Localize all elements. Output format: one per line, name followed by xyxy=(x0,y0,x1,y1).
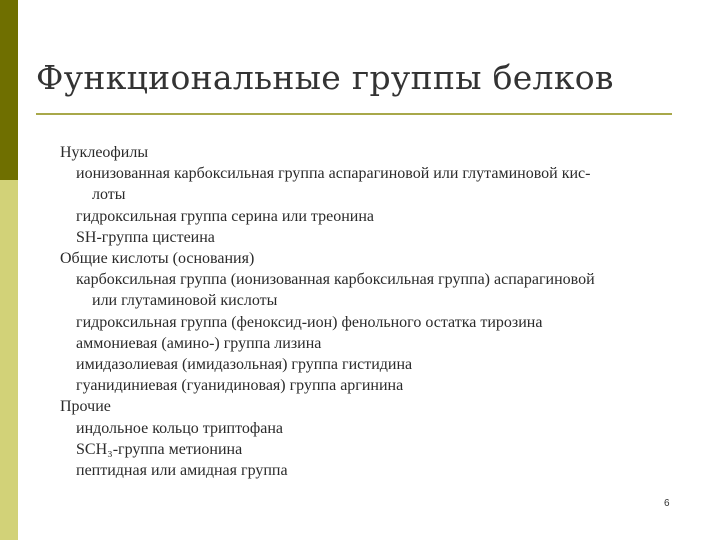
page-number: 6 xyxy=(664,498,670,509)
section-heading: Нуклеофилы xyxy=(60,144,149,161)
sidebar-accent-dark xyxy=(0,0,18,180)
list-item: гидроксильная группа серина или треонина xyxy=(76,207,374,225)
list-item: пептидная или амидная группа xyxy=(76,462,288,479)
list-item: индольное кольцо триптофана xyxy=(76,419,284,437)
sidebar-accent-light xyxy=(0,180,18,540)
list-item: имидазолиевая (имидазольная) группа гистидина xyxy=(76,356,413,373)
sidebar-accent xyxy=(0,0,18,540)
list-item: SCH₃-группа метионина xyxy=(76,440,243,458)
list-item: гидроксильная группа (феноксид-ион) фенольного остатка тирозина xyxy=(76,313,543,331)
section-heading: Общие кислоты (основания) xyxy=(60,250,255,267)
list-item: карбоксильная группа (ионизованная карбоксильная группа) аспарагиновой xyxy=(76,271,595,289)
section-heading: Прочие xyxy=(60,398,111,416)
list-item: или глутаминовой кислоты xyxy=(92,292,278,310)
title-divider xyxy=(36,113,672,115)
list-item: аммониевая (амино-) группа лизина xyxy=(76,334,322,352)
list-item: SH-группа цистеина xyxy=(76,228,215,246)
list-item: гуанидиниевая (гуанидиновая) группа аргинина xyxy=(76,377,404,395)
list-item: ионизованная карбоксильная группа аспарагиновой или глутаминовой кис- xyxy=(76,165,591,183)
slide-title: Функциональные группы белков xyxy=(36,58,614,97)
list-item: лоты xyxy=(92,186,126,204)
